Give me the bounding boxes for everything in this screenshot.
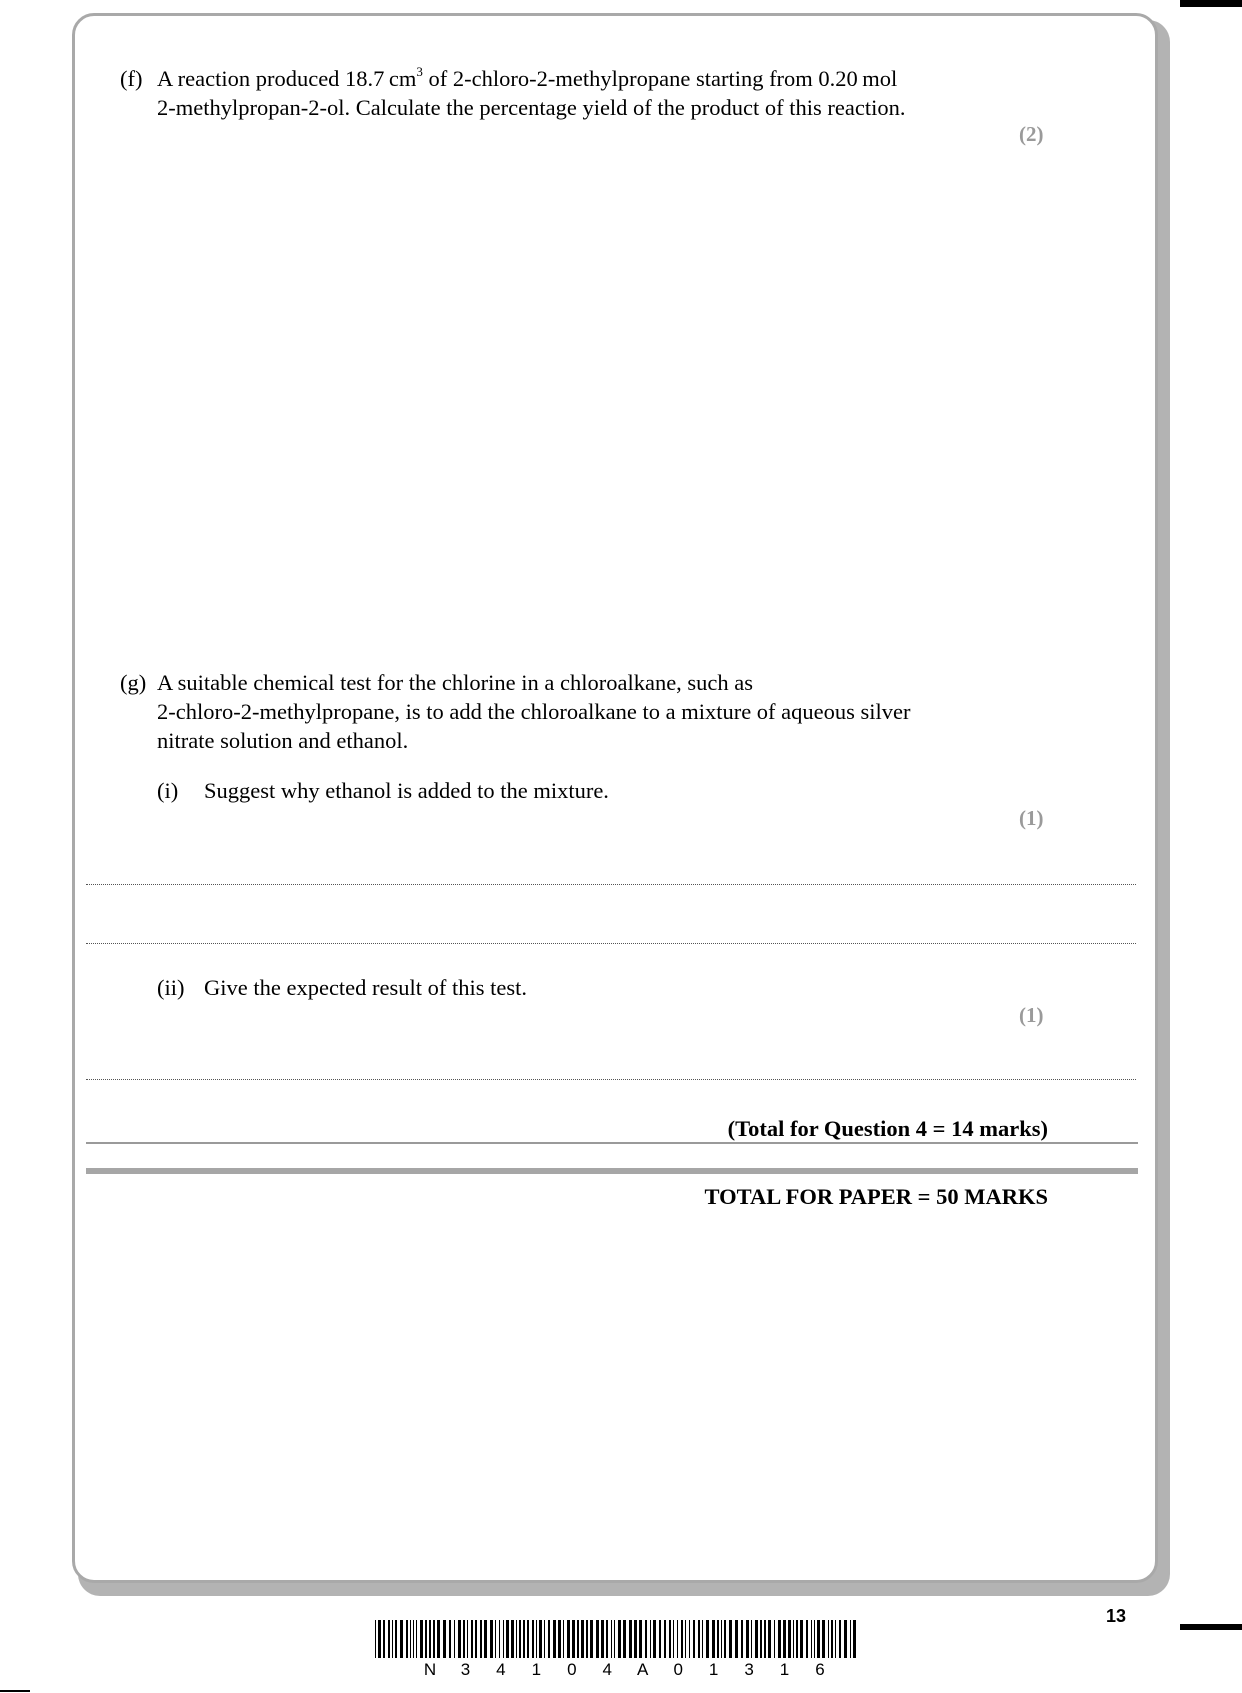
barcode-bar	[681, 1620, 683, 1658]
corner-mark-bottom	[1180, 1624, 1242, 1630]
barcode-bar	[659, 1620, 661, 1658]
barcode-bar	[558, 1620, 561, 1658]
barcode-bar	[778, 1620, 781, 1658]
barcode-bar	[410, 1620, 411, 1658]
barcode-bar	[702, 1620, 703, 1658]
barcode-bar	[673, 1620, 674, 1658]
barcode-bar	[839, 1620, 841, 1658]
barcode-bar	[806, 1620, 808, 1658]
total-for-question: (Total for Question 4 = 14 marks)	[727, 1116, 1048, 1141]
answer-line-g-i-2[interactable]	[86, 943, 1136, 944]
barcode-bar	[800, 1620, 803, 1658]
barcode-bar	[735, 1620, 738, 1658]
barcode-bar	[392, 1620, 393, 1658]
barcode-bar	[835, 1620, 836, 1658]
barcode-bar	[590, 1620, 593, 1658]
barcode-bar	[375, 1620, 376, 1658]
corner-mark-top	[1180, 0, 1242, 7]
barcode-digit: 6	[815, 1660, 825, 1679]
barcode-bar	[420, 1620, 423, 1658]
answer-space-f[interactable]	[86, 160, 1136, 650]
barcode-bar	[693, 1620, 695, 1658]
barcode-bar	[814, 1620, 815, 1658]
barcode-bar	[548, 1620, 550, 1658]
barcode-bar	[378, 1620, 381, 1658]
question-g-ii-label: (ii)	[157, 975, 185, 1000]
barcode-bar	[828, 1620, 829, 1658]
barcode-bar	[618, 1620, 621, 1658]
barcode-bar	[506, 1620, 509, 1658]
barcode-bar	[639, 1620, 642, 1658]
barcode-digit: 3	[744, 1660, 754, 1679]
barcode-bar	[480, 1620, 482, 1658]
superscript-3: 3	[416, 63, 423, 79]
barcode-bar	[746, 1620, 749, 1658]
barcode-bar	[495, 1620, 496, 1658]
barcode-bar	[724, 1620, 726, 1658]
barcode-bar	[741, 1620, 743, 1658]
question-g-line-2: 2-chloro-2-methylpropane, is to add the chloroalkane to a mixture of aqueous silver	[157, 699, 911, 724]
barcode-bar	[664, 1620, 666, 1658]
barcode-bar	[425, 1620, 427, 1658]
barcode-bar	[796, 1620, 798, 1658]
barcode-bar	[443, 1620, 446, 1658]
barcode-bar	[577, 1620, 579, 1658]
barcode	[375, 1620, 859, 1664]
barcode-bar	[811, 1620, 812, 1658]
barcode-digits	[420, 1660, 830, 1680]
barcode-bar	[413, 1620, 414, 1658]
barcode-bar	[596, 1620, 599, 1658]
barcode-bar	[712, 1620, 715, 1658]
barcode-bar	[844, 1620, 847, 1658]
barcode-bar	[755, 1620, 758, 1658]
question-g-ii-marks: (1)	[1019, 1003, 1044, 1027]
barcode-bar	[516, 1620, 517, 1658]
barcode-bar	[471, 1620, 473, 1658]
barcode-bar	[511, 1620, 514, 1658]
barcode-bar	[788, 1620, 791, 1658]
barcode-bar	[563, 1620, 564, 1658]
barcode-bar	[653, 1620, 656, 1658]
barcode-bar	[645, 1620, 647, 1658]
barcode-bar	[523, 1620, 525, 1658]
barcode-bar	[429, 1620, 431, 1658]
barcode-bar	[629, 1620, 632, 1658]
barcode-bar	[601, 1620, 604, 1658]
barcode-bar	[499, 1620, 500, 1658]
barcode-bar	[760, 1620, 762, 1658]
barcode-bar	[458, 1620, 461, 1658]
question-g-i-text: Suggest why ethanol is added to the mixture.	[204, 778, 609, 803]
barcode-bar	[817, 1620, 820, 1658]
barcode-bar	[437, 1620, 440, 1658]
barcode-bar	[519, 1620, 521, 1658]
barcode-bar	[721, 1620, 722, 1658]
barcode-bar	[532, 1620, 534, 1658]
barcode-bar	[484, 1620, 487, 1658]
barcode-bar	[416, 1620, 417, 1658]
question-f-marks: (2)	[1019, 122, 1044, 146]
barcode-bar	[677, 1620, 678, 1658]
barcode-bar	[614, 1620, 615, 1658]
barcode-bar	[783, 1620, 786, 1658]
total-paper-rule	[86, 1168, 1138, 1174]
barcode-bar	[433, 1620, 435, 1658]
barcode-bar	[586, 1620, 588, 1658]
barcode-digit: N	[423, 1660, 437, 1679]
question-f-line-2: 2-methylpropan-2-ol. Calculate the percentage yield of the product of this reaction.	[157, 95, 906, 120]
question-g-i-marks: (1)	[1019, 806, 1044, 830]
barcode-bar	[669, 1620, 671, 1658]
barcode-bar	[850, 1620, 851, 1658]
barcode-digit: 4	[602, 1660, 612, 1679]
barcode-bar	[706, 1620, 709, 1658]
barcode-bar	[685, 1620, 686, 1658]
barcode-digit: 1	[531, 1660, 542, 1679]
barcode-bar	[467, 1620, 468, 1658]
barcode-bar	[611, 1620, 612, 1658]
barcode-bar	[567, 1620, 570, 1658]
barcode-bar	[383, 1620, 385, 1658]
barcode-bar	[536, 1620, 537, 1658]
question-g-ii-text: Give the expected result of this test.	[204, 975, 528, 1000]
barcode-bar	[449, 1620, 451, 1658]
barcode-digit: 4	[496, 1660, 506, 1679]
barcode-digit: 1	[779, 1660, 790, 1679]
barcode-bar	[751, 1620, 752, 1658]
barcode-bar	[539, 1620, 542, 1658]
barcode-bar	[544, 1620, 545, 1658]
barcode-digit: 0	[567, 1660, 577, 1679]
question-g-label: (g)	[120, 670, 147, 695]
barcode-bar	[831, 1620, 833, 1658]
barcode-digit: 1	[708, 1660, 719, 1679]
barcode-digit: 0	[673, 1660, 683, 1679]
barcode-bar	[853, 1620, 856, 1658]
barcode-bar	[388, 1620, 390, 1658]
barcode-bar	[395, 1620, 397, 1658]
barcode-bar	[475, 1620, 477, 1658]
barcode-bar	[572, 1620, 575, 1658]
barcode-bar	[634, 1620, 637, 1658]
page-number: 13	[1106, 1606, 1127, 1626]
barcode-bar	[623, 1620, 626, 1658]
question-g-i-label: (i)	[157, 778, 179, 803]
barcode-bar	[490, 1620, 493, 1658]
barcode-bar	[406, 1620, 408, 1658]
barcode-bar	[793, 1620, 794, 1658]
corner-mark-left	[0, 1690, 30, 1692]
question-f-line-1: A reaction produced 18.7 $cm^3$ of 2-chloro-2-methylpropane starting from 0.20 mol	[157, 63, 898, 91]
question-g-line-3: nitrate solution and ethanol.	[157, 728, 409, 753]
question-g-line-1: A suitable chemical test for the chlorine in a chloroalkane, such as	[157, 670, 754, 695]
barcode-bar	[764, 1620, 766, 1658]
barcode-bar	[454, 1620, 455, 1658]
barcode-bar	[553, 1620, 556, 1658]
barcode-bar	[717, 1620, 719, 1658]
barcode-bar	[503, 1620, 504, 1658]
barcode-bar	[606, 1620, 608, 1658]
barcode-bar	[650, 1620, 651, 1658]
total-for-paper: TOTAL FOR PAPER = 50 MARKS	[704, 1184, 1048, 1209]
barcode-digit: A	[637, 1660, 649, 1679]
barcode-bar	[527, 1620, 529, 1658]
barcode-bar	[729, 1620, 732, 1658]
total-question-rule	[86, 1142, 1138, 1144]
barcode-bar	[689, 1620, 690, 1658]
answer-line-g-ii-1[interactable]	[86, 1079, 1136, 1080]
barcode-bar	[822, 1620, 825, 1658]
barcode-bar	[581, 1620, 584, 1658]
answer-line-g-i-1[interactable]	[86, 884, 1136, 885]
question-f-label: (f)	[120, 66, 143, 91]
barcode-bar	[774, 1620, 775, 1658]
barcode-bar	[400, 1620, 403, 1658]
barcode-bar	[463, 1620, 465, 1658]
barcode-bar	[698, 1620, 700, 1658]
barcode-bar	[768, 1620, 771, 1658]
barcode-digit: 3	[460, 1660, 471, 1679]
